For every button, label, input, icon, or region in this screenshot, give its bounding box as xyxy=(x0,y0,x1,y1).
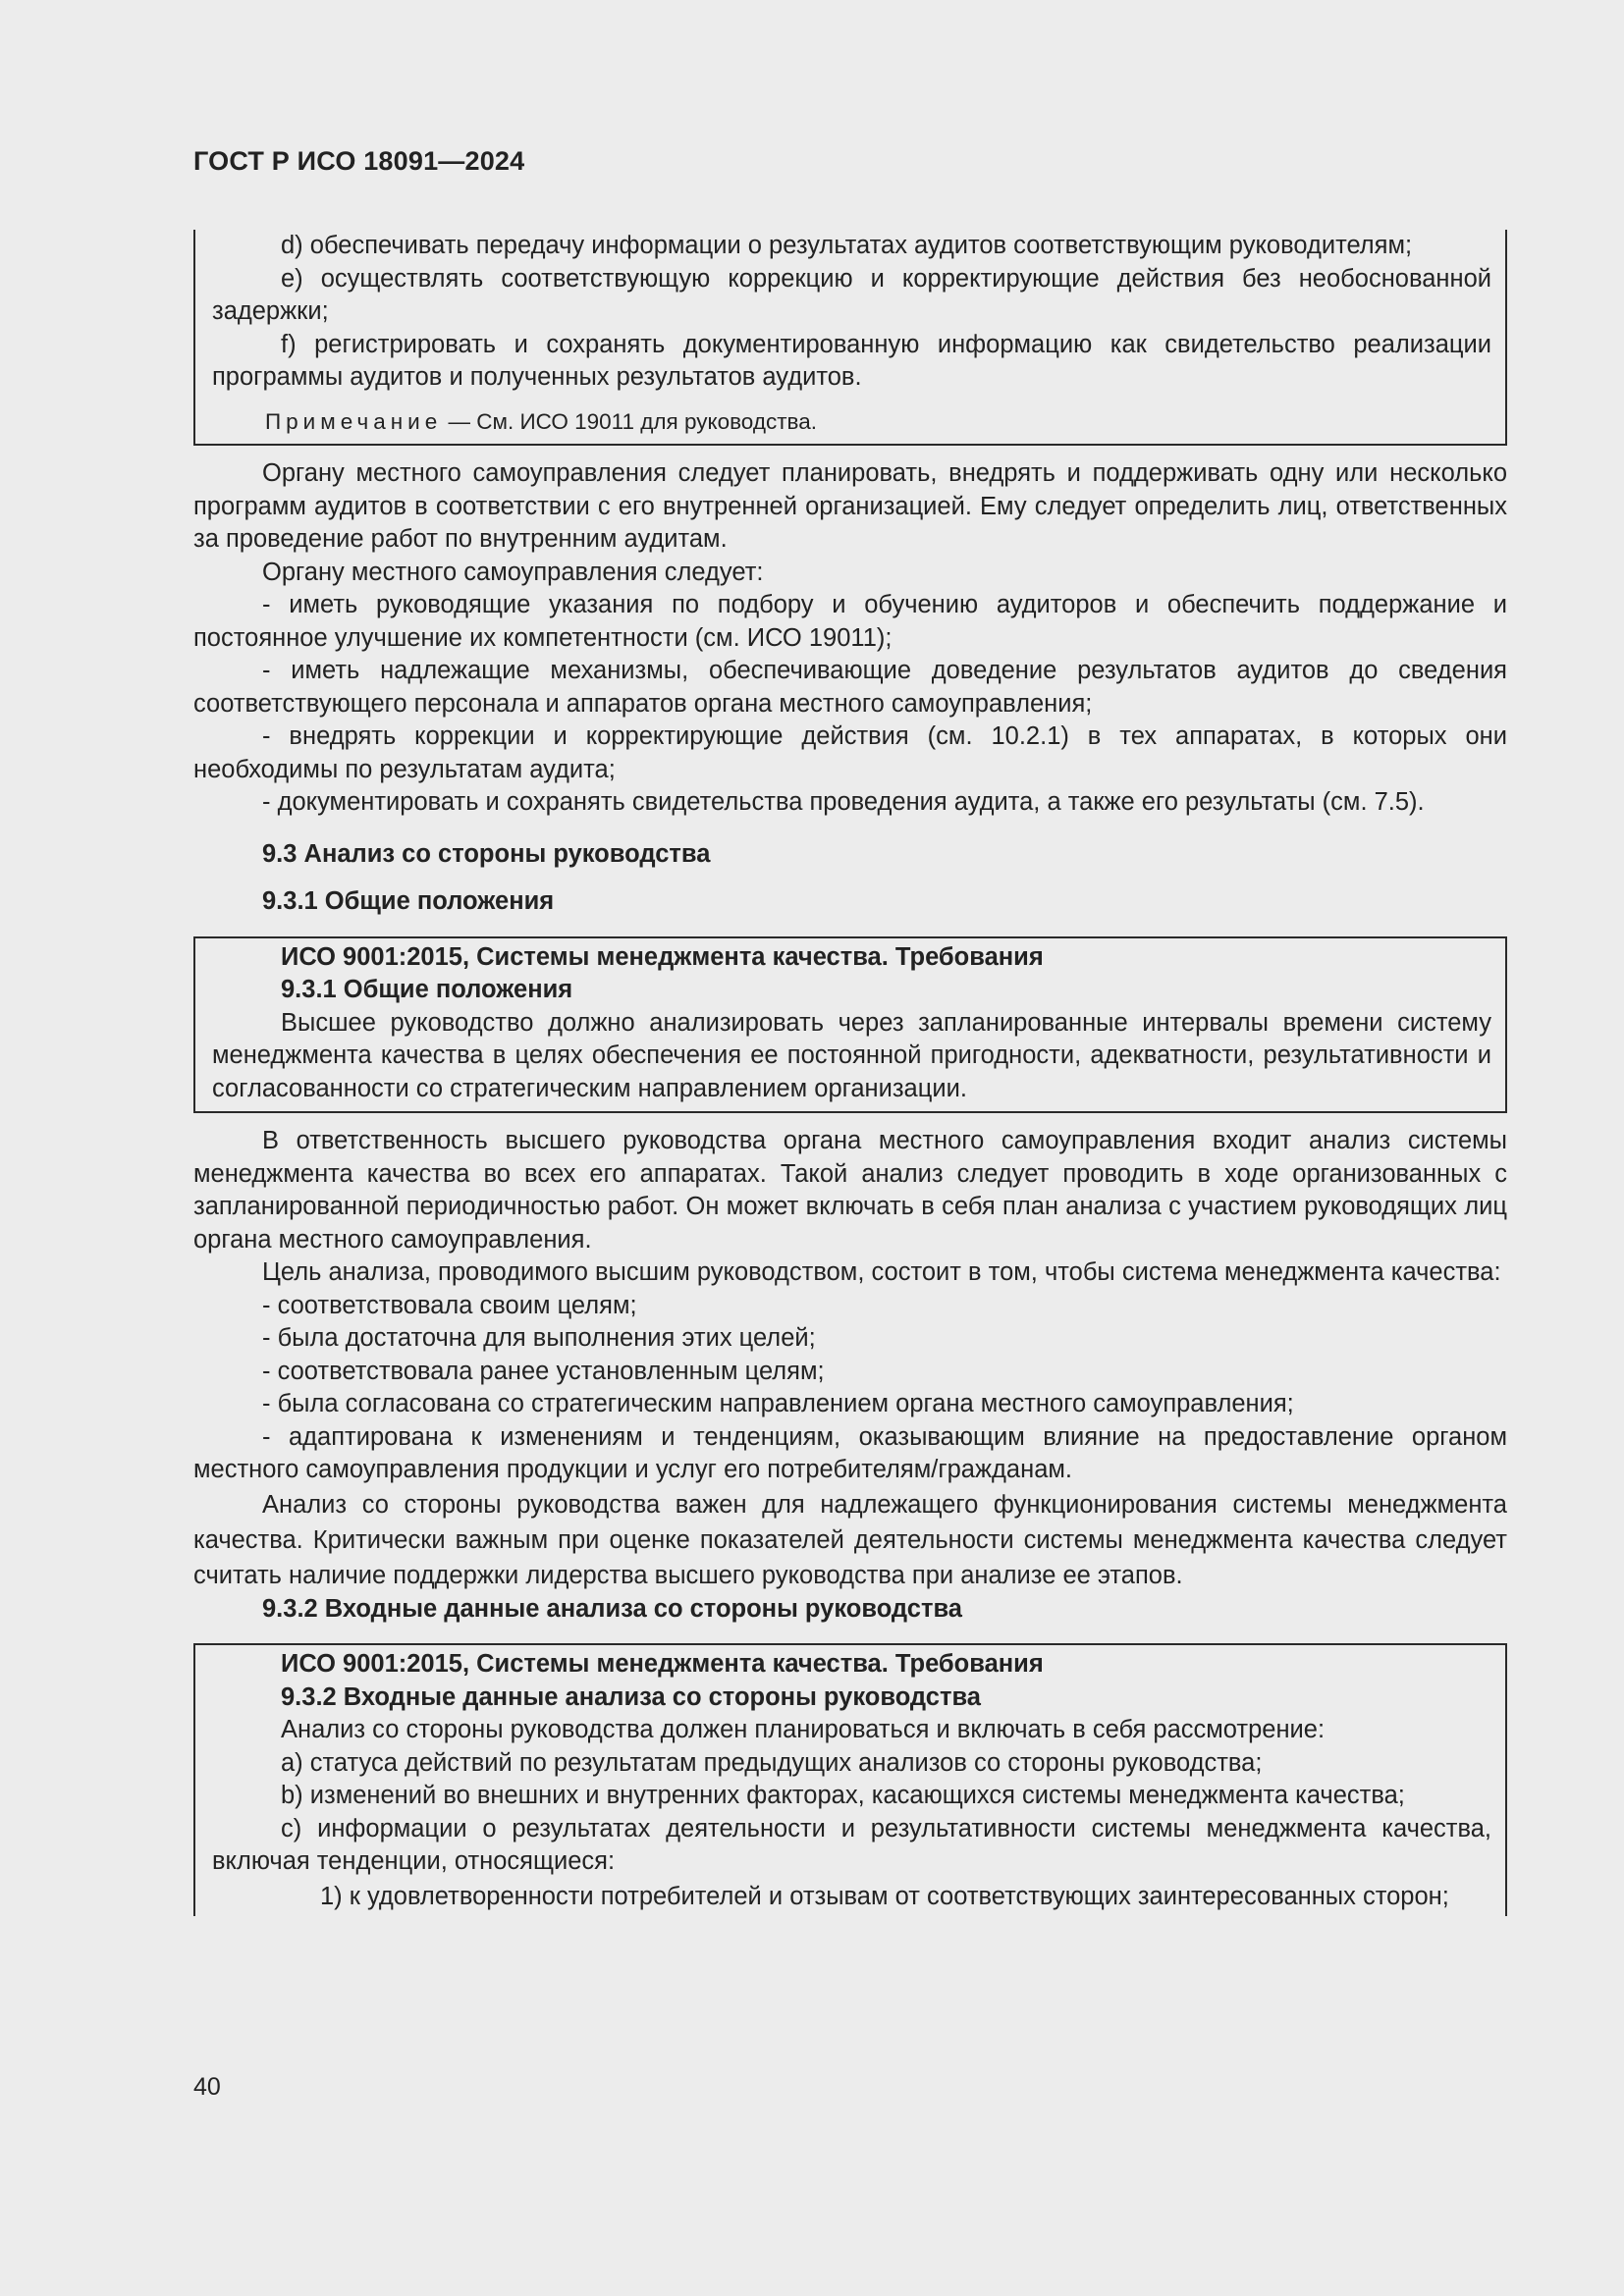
paragraph: В ответственность высшего руководства органа местного самоуправления входит анализ системы менеджмента качества во всех его аппаратах. Такой анализ следует проводить в ходе организованных с запланированной периодичностью работ. Он может включать в себя план анализа с участием руководящих лиц органа местного самоуправления. xyxy=(193,1127,1507,1254)
document-header: ГОСТ Р ИСО 18091—2024 xyxy=(193,146,525,176)
note-label: Примечание xyxy=(265,408,443,434)
list-item: - внедрять коррекции и корректирующие действия (см. 10.2.1) в тех аппаратах, в которых они необходимы по результатам аудита; xyxy=(193,722,1507,783)
note xyxy=(212,405,1491,439)
list-item: b) изменений во внешних и внутренних факторах, касающихся системы менеджмента качества; xyxy=(281,1782,1405,1809)
page-content xyxy=(193,230,1507,1916)
list-item: c) информации о результатах деятельности и результативности системы менеджмента качества, включая тенденции, относящиеся: xyxy=(212,1814,1491,1875)
box-subtitle: 9.3.1 Общие положения xyxy=(281,976,573,1003)
paragraph: Органу местного самоуправления следует: xyxy=(262,558,764,586)
box-subtitle: 9.3.2 Входные данные анализа со стороны руководства xyxy=(281,1682,981,1711)
list-item: - была достаточна для выполнения этих целей; xyxy=(262,1324,816,1352)
subsection-heading: 9.3.1 Общие положения xyxy=(262,887,555,915)
list-item: a) статуса действий по результатам предыдущих анализов со стороны руководства; xyxy=(281,1748,1263,1777)
list-item: - соответствовала ранее установленным целям; xyxy=(262,1357,825,1385)
list-item: - была согласована со стратегическим направлением органа местного самоуправления; xyxy=(262,1390,1294,1417)
section-management-review xyxy=(193,1125,1507,1593)
paragraph: Органу местного самоуправления следует планировать, внедрять и поддерживать одну или несколько программ аудитов в соответствии с его внутренней организацией. Ему следует определить лиц, ответственных за проведение работ по внутренним аудитам. xyxy=(193,459,1507,553)
section-internal-audit xyxy=(193,457,1507,820)
iso-quote-box xyxy=(193,1643,1507,1916)
list-item: d) обеспечивать передачу информации о результатах аудитов соответствующим руководителям; xyxy=(281,232,1413,259)
list-item: f) регистрировать и сохранять документированную информацию как свидетельство реализации программы аудитов и полученных результатов аудитов. xyxy=(212,330,1491,391)
list-item: - иметь руководящие указания по подбору и обучению аудиторов и обеспечить поддержание и постоянное улучшение их компетентности (см. ИСО 19011); xyxy=(193,591,1507,652)
note-text: — См. ИСО 19011 для руководства. xyxy=(442,408,817,434)
paragraph: Цель анализа, проводимого высшим руководством, состоит в том, чтобы система менеджмента качества: xyxy=(262,1258,1501,1286)
box-text: Анализ со стороны руководства должен планироваться и включать в себя рассмотрение: xyxy=(281,1716,1326,1743)
paragraph: Анализ со стороны руководства важен для надлежащего функционирования системы менеджмента качества. Критически важным при оценке показателей деятельности системы менеджмента качества следует считать наличие поддержки лидерства высшего руководства при анализе ее этапов. xyxy=(193,1490,1507,1589)
list-item: - документировать и сохранять свидетельства проведения аудита, а также его результаты (см. 7.5). xyxy=(262,788,1425,816)
page-number: 40 xyxy=(193,2073,221,2101)
box-text: Высшее руководство должно анализировать через запланированные интервалы времени систему менеджмента качества в целях обеспечения ее постоянной пригодности, адекватности, результативности и согласованности со стратегическим направлением организации. xyxy=(212,1008,1491,1102)
iso-quote-box xyxy=(193,936,1507,1114)
list-item: - соответствовала своим целям; xyxy=(262,1291,637,1319)
box-title: ИСО 9001:2015, Системы менеджмента качества. Требования xyxy=(281,1650,1044,1678)
list-item: - иметь надлежащие механизмы, обеспечивающие доведение результатов аудитов до сведения соответствующего персонала и аппаратов органа местного самоуправления; xyxy=(193,657,1507,718)
list-item: - адаптирована к изменениям и тенденциям, оказывающим влияние на предоставление органом местного самоуправления продукции и услуг его потребителям/гражданам. xyxy=(193,1422,1507,1483)
section-heading: 9.3 Анализ со стороны руководства xyxy=(262,839,711,868)
sub-list-item: 1) к удовлетворенности потребителей и отзывам от соответствующих заинтересованных сторон; xyxy=(320,1882,1449,1910)
subsection-heading: 9.3.2 Входные данные анализа со стороны руководства xyxy=(262,1594,962,1623)
box-title: ИСО 9001:2015, Системы менеджмента качества. Требования xyxy=(281,942,1044,971)
requirements-box-continued xyxy=(193,230,1507,446)
list-item: e) осуществлять соответствующую коррекцию и корректирующие действия без необоснованной задержки; xyxy=(212,264,1491,325)
